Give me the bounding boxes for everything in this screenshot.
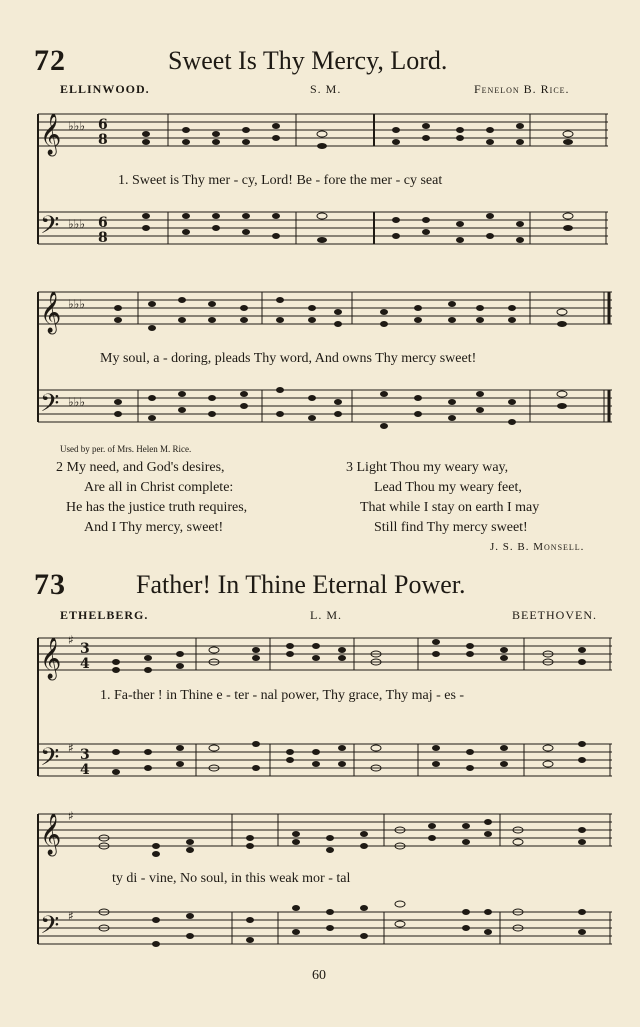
verse-author: J. S. B. Monsell. [490,541,585,553]
verse-3-line: 3 Light Thou my weary way, [346,460,509,475]
composer-72: Fenelon B. Rice. [474,82,570,96]
lyric-72-line1: 1. Sweet is Thy mer - cy, Lord! Be - fore the mer - cy seat [118,173,443,188]
meter-72: S. M. [310,82,342,96]
svg-text:𝄞: 𝄞 [40,638,62,679]
verse-3-line: Lead Thou my weary feet, [374,480,522,495]
svg-text:𝄢: 𝄢 [40,211,60,246]
svg-text:𝄢: 𝄢 [40,743,60,778]
lyric-73-line1: 1. Fa-ther ! in Thine e - ter - nal power, Thy grace, Thy maj - es - [100,688,465,703]
hymn-number-73: 73 [34,568,66,601]
tune-name-73: ETHELBERG. [60,608,149,622]
verse-3-line: Still find Thy mercy sweet! [374,520,528,535]
svg-text:𝄞: 𝄞 [40,814,62,855]
verse-2-line: And I Thy mercy, sweet! [84,520,224,535]
tune-name-72: ELLINWOOD. [60,82,150,96]
svg-text:𝄢: 𝄢 [40,389,60,424]
hymn-title-73: Father! In Thine Eternal Power. [136,570,466,599]
svg-text:♭♭♭: ♭♭♭ [68,119,85,133]
svg-text:3: 3 [80,747,90,763]
verse-2-line: Are all in Christ complete: [84,480,234,495]
page-number: 60 [312,968,326,983]
svg-text:6: 6 [98,215,108,231]
svg-text:4: 4 [80,762,90,778]
composer-73: BEETHOVEN. [512,608,597,622]
verse-3 [346,458,539,538]
svg-text:6: 6 [98,117,108,133]
svg-text:3: 3 [80,641,90,657]
verse-2-line: 2 My need, and God's desires, [56,460,225,475]
permission-credit: Used by per. of Mrs. Helen M. Rice. [60,444,192,454]
svg-text:𝄢: 𝄢 [40,911,60,946]
lyric-73-line2: ty di - vine, No soul, in this weak mor - tal [112,871,351,886]
svg-text:𝄞: 𝄞 [40,292,62,333]
svg-text:♭♭♭: ♭♭♭ [68,217,85,231]
svg-text:♭♭♭: ♭♭♭ [68,395,85,409]
svg-text:8: 8 [98,132,108,148]
lyric-72-line2: My soul, a - doring, pleads Thy word, And owns Thy mercy sweet! [100,351,477,366]
verse-3-line: That while I stay on earth I may [360,500,540,515]
verse-2 [56,458,247,538]
svg-text:♯: ♯ [68,909,74,923]
svg-text:♭♭♭: ♭♭♭ [68,297,85,311]
music-system-73-1 [0,624,640,784]
verse-2-line: He has the justice truth requires, [66,500,248,515]
hymn-title-72: Sweet Is Thy Mercy, Lord. [168,46,448,75]
svg-text:♯: ♯ [68,633,74,647]
svg-text:4: 4 [80,656,90,672]
hymn-number-72: 72 [34,44,66,77]
meter-73: L. M. [310,608,342,622]
svg-text:𝄞: 𝄞 [40,114,62,155]
svg-text:8: 8 [98,230,108,246]
svg-text:♯: ♯ [68,809,74,823]
svg-text:♯: ♯ [68,741,74,755]
